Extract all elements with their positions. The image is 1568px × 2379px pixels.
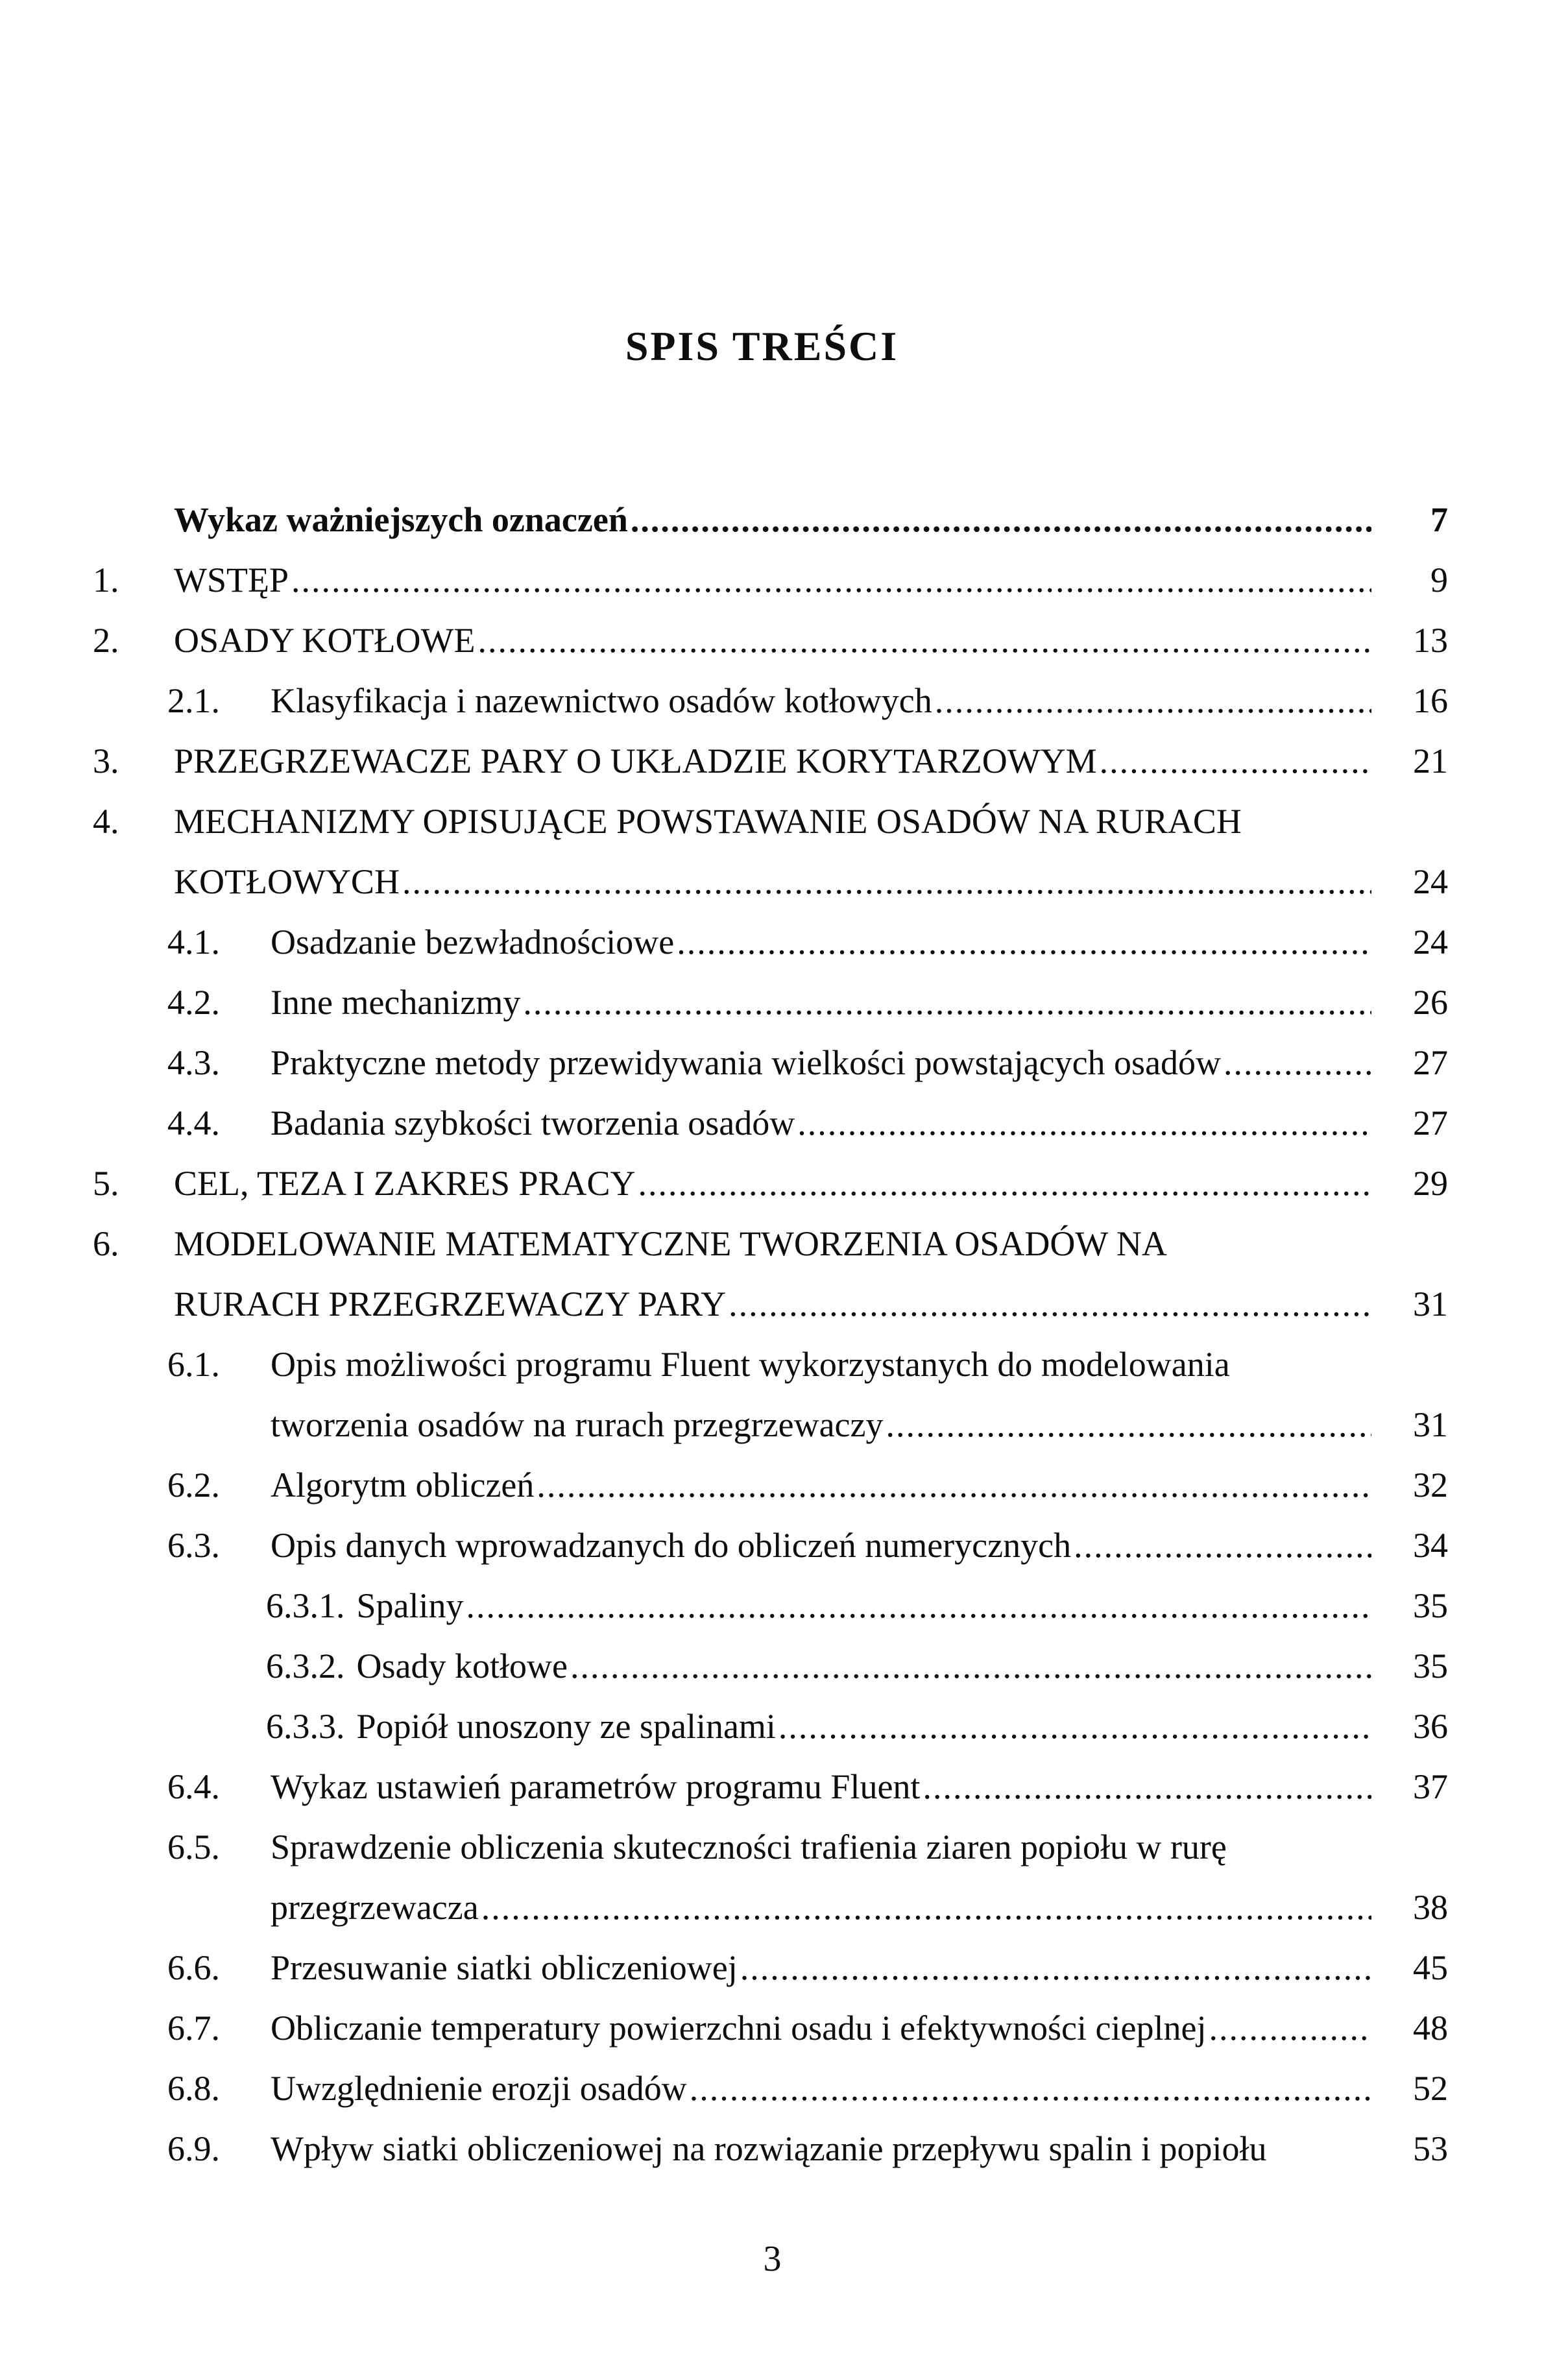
toc-page-number: 26 [1413,983,1448,1022]
toc-entry-title: MODELOWANIE MATEMATYCZNE TWORZENIA OSADÓW NA [174,1224,1167,1263]
toc-entry-title: Wpływ siatki obliczeniowej na rozwiązanie przepływu spalin i popiołu [271,2129,1267,2168]
toc-row [93,731,1448,791]
toc-page-number: 27 [1413,1104,1448,1142]
toc-row [93,490,1448,550]
toc-entry-number: 6.9. [167,2129,220,2168]
toc-page-number: 9 [1430,561,1448,599]
toc-entry-title: KOTŁOWYCH [174,862,400,901]
toc-entry-title: Inne mechanizmy [271,983,521,1022]
toc-entry-number: 4.4. [167,1104,220,1142]
toc-entry-title: Sprawdzenie obliczenia skuteczności trafienia ziaren popiołu w rurę [271,1828,1227,1866]
toc-entry-number: 6.7. [167,2009,220,2047]
toc-entry-title: MECHANIZMY OPISUJĄCE POWSTAWANIE OSADÓW NA RURACH [174,802,1242,841]
toc-dot-leader [631,490,1371,550]
toc-row [93,1757,1448,1817]
toc-row [93,1214,1448,1274]
toc-row [93,1033,1448,1093]
toc-entry-title: OSADY KOTŁOWE [174,621,476,660]
toc-entry-title: Wykaz ważniejszych oznaczeń [174,500,628,539]
toc-entry-title: Badania szybkości tworzenia osadów [271,1104,795,1142]
toc-row [93,791,1448,852]
toc-dot-leader [477,610,1371,671]
toc-dot-leader [740,1938,1371,1998]
toc-page-number: 34 [1413,1526,1448,1565]
toc-entry-title: Popiół unoszony ze spalinami [356,1707,776,1746]
toc-entry-title: Wykaz ustawień parametrów programu Fluent [271,1767,921,1806]
toc-page-number: 16 [1413,681,1448,720]
toc-page-number: 36 [1413,1707,1448,1746]
toc-row [93,1274,1448,1334]
toc-page-number: 53 [1413,2129,1448,2168]
toc-row [93,610,1448,671]
toc-entry-number: 6.3.2. [266,1647,345,1685]
toc-entry-number: 3. [93,742,119,780]
toc-entry-number: 6.8. [167,2069,220,2108]
toc-row [93,1516,1448,1576]
toc-page-number: 35 [1413,1647,1448,1685]
toc-row [93,2119,1448,2179]
toc-entry-title: Spaliny [356,1586,464,1625]
toc-entry-number: 4. [93,802,119,841]
toc-dot-leader [1100,731,1371,791]
toc-dot-leader [677,912,1371,972]
toc-row [93,1938,1448,1998]
toc-page-number: 38 [1413,1888,1448,1927]
toc-dot-leader [638,1153,1371,1214]
toc-row [93,1395,1448,1455]
toc-entry-title: RURACH PRZEGRZEWACZY PARY [174,1285,727,1323]
toc-row [93,1093,1448,1153]
toc-dot-leader [886,1395,1371,1455]
toc-dot-leader [935,671,1371,731]
toc-row [93,1455,1448,1516]
toc-page-number: 48 [1413,2009,1448,2047]
toc-entry-number: 6.5. [167,1828,220,1866]
toc-page-number: 13 [1413,621,1448,660]
toc-entry-number: 6.2. [167,1466,220,1504]
toc-page-number: 52 [1413,2069,1448,2108]
toc-page-number: 31 [1413,1285,1448,1323]
toc-row [93,1697,1448,1757]
toc-page-number: 31 [1413,1405,1448,1444]
toc-dot-leader [466,1576,1371,1636]
toc-entry-number: 6. [93,1224,119,1263]
toc-entry-title: Opis możliwości programu Fluent wykorzystanych do modelowania [271,1345,1230,1384]
toc-entry-title: Algorytm obliczeń [271,1466,535,1504]
toc-dot-leader [778,1697,1371,1757]
toc-page-number: 45 [1413,1948,1448,1987]
toc-entry-number: 2. [93,621,119,660]
toc-row [93,1334,1448,1395]
toc-page-number: 35 [1413,1586,1448,1625]
toc-entry-title: PRZEGRZEWACZE PARY O UKŁADZIE KORYTARZOWYM [174,742,1097,780]
toc-entry-title: Opis danych wprowadzanych do obliczeń numerycznych [271,1526,1072,1565]
toc-row [93,671,1448,731]
toc-dot-leader [797,1093,1371,1153]
toc-dot-leader [523,972,1371,1033]
toc-entry-title: Klasyfikacja i nazewnictwo osadów kotłowych [271,681,932,720]
toc-row [93,1998,1448,2059]
toc-page-number: 24 [1413,862,1448,901]
toc-entry-title: Przesuwanie siatki obliczeniowej [271,1948,738,1987]
toc-entry-number: 2.1. [167,681,220,720]
toc-entry-number: 6.3.3. [266,1707,345,1746]
toc-row [93,1878,1448,1938]
toc-page-number: 32 [1413,1466,1448,1504]
toc-entry-title: Obliczanie temperatury powierzchni osadu i efektywności cieplnej [271,2009,1207,2047]
toc-row [93,1817,1448,1878]
toc-entry-number: 4.3. [167,1043,220,1082]
toc-dot-leader [1224,1033,1371,1093]
toc-page-number: 27 [1413,1043,1448,1082]
toc-dot-leader [923,1757,1371,1817]
toc-dot-leader [690,2059,1371,2119]
toc-dot-leader [402,852,1371,912]
page-title: SPIS TREŚCI [625,323,899,369]
toc-entry-title: CEL, TEZA I ZAKRES PRACY [174,1164,636,1203]
toc-row [93,1636,1448,1697]
toc-row [93,972,1448,1033]
toc-entry-title: Uwzględnienie erozji osadów [271,2069,687,2108]
toc-entry-title: przegrzewacza [271,1888,479,1927]
toc-dot-leader [729,1274,1371,1334]
toc-page-number: 21 [1413,742,1448,780]
toc-page-number: 29 [1413,1164,1448,1203]
toc-row [93,1153,1448,1214]
toc-entry-number: 4.1. [167,923,220,961]
toc-entry-number: 5. [93,1164,119,1203]
toc-entry-number: 6.3. [167,1526,220,1565]
toc-entry-title: tworzenia osadów na rurach przegrzewaczy [271,1405,884,1444]
toc-entry-number: 6.3.1. [266,1586,345,1625]
toc-dot-leader [481,1878,1371,1938]
toc-dot-leader [1074,1516,1371,1576]
toc-entry-title: Praktyczne metody przewidywania wielkości powstających osadów [271,1043,1222,1082]
toc-entry-title: WSTĘP [174,561,289,599]
toc-page-number: 24 [1413,923,1448,961]
toc-entry-number: 4.2. [167,983,220,1022]
toc-row [93,852,1448,912]
toc-dot-leader [1209,1998,1371,2059]
toc-page-number: 7 [1430,500,1448,539]
toc-entry-title: Osady kotłowe [356,1647,568,1685]
toc-entry-number: 1. [93,561,119,599]
toc-entry-number: 6.6. [167,1948,220,1987]
table-of-contents [93,490,1448,2179]
toc-dot-leader [291,550,1371,610]
toc-row [93,912,1448,972]
toc-entry-number: 6.1. [167,1345,220,1384]
toc-page-number: 37 [1413,1767,1448,1806]
toc-row [93,2059,1448,2119]
toc-row [93,1576,1448,1636]
toc-entry-title: Osadzanie bezwładnościowe [271,923,675,961]
toc-entry-number: 6.4. [167,1767,220,1806]
toc-row [93,550,1448,610]
toc-dot-leader [570,1636,1371,1697]
toc-dot-leader [537,1455,1371,1516]
footer-page-number: 3 [763,2239,782,2279]
